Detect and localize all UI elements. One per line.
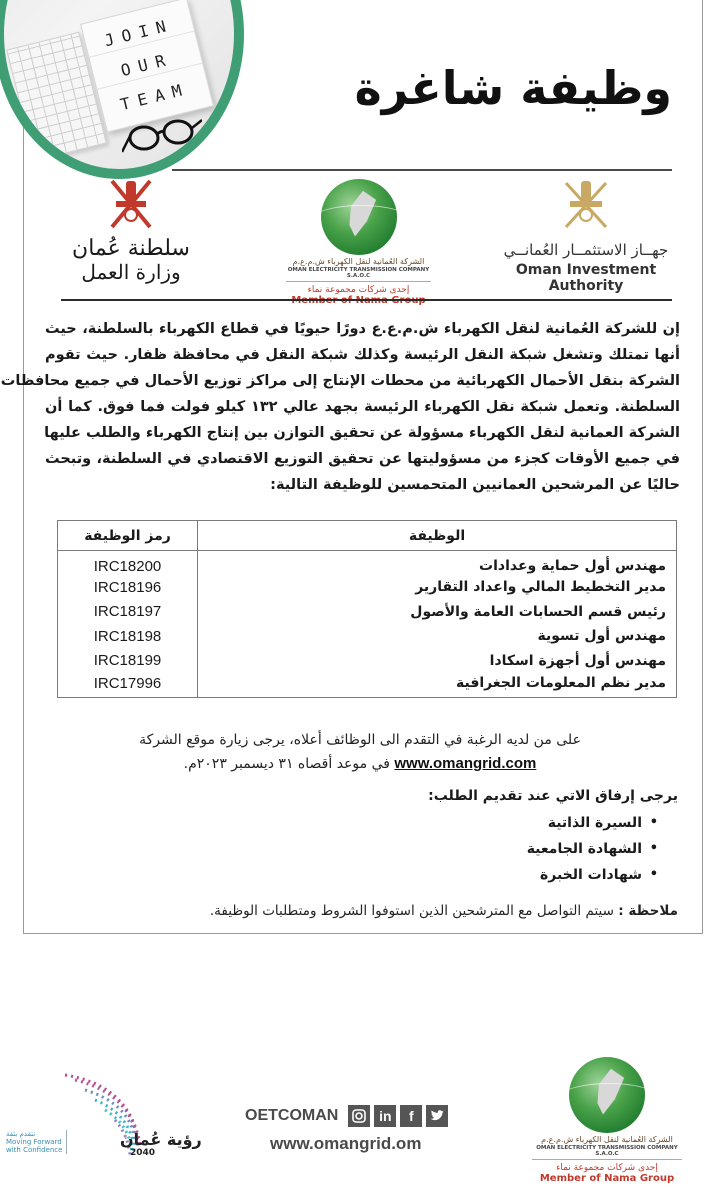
divider bbox=[61, 299, 672, 301]
nama-member-arabic: إحدى شركات مجموعة نماء bbox=[307, 285, 410, 295]
job-title: مدير نظم المعلومات الجغرافية bbox=[456, 675, 666, 691]
nama-member-english: Member of Nama Group bbox=[539, 1173, 675, 1184]
table-row bbox=[58, 624, 677, 649]
divider bbox=[172, 169, 672, 171]
join-our-team-lightbox bbox=[80, 0, 214, 133]
intro-paragraph bbox=[0, 316, 680, 498]
logos-row bbox=[61, 177, 669, 297]
job-code: IRC17996 bbox=[58, 673, 198, 698]
table-row bbox=[58, 649, 677, 674]
table-row bbox=[58, 600, 677, 625]
labor-logo-line1: سلطنة عُمان bbox=[72, 236, 190, 261]
footer-website-link[interactable]: www.omangrid.om bbox=[270, 1134, 422, 1153]
attachments-list bbox=[428, 810, 678, 888]
jobs-table bbox=[57, 520, 677, 698]
oetc-name-arabic: الشركة العُمانية لنقل الكهرباء ش.م.ع.م bbox=[541, 1135, 673, 1144]
hero-image bbox=[0, 0, 244, 179]
oman-investment-authority-logo bbox=[491, 177, 681, 294]
oetc-globe-icon bbox=[569, 1057, 645, 1133]
page-title: وظيفة شاغرة bbox=[354, 61, 672, 115]
footer-oetc-logo bbox=[512, 1055, 702, 1184]
table-row bbox=[58, 551, 677, 576]
job-code: IRC18197 bbox=[58, 600, 198, 625]
social-bar bbox=[245, 1105, 448, 1127]
job-title: رئيس قسم الحسابات العامة والأصول bbox=[410, 603, 666, 620]
vision-tagline bbox=[6, 1130, 67, 1154]
oetc-logo bbox=[266, 177, 451, 306]
ministry-of-labour-logo bbox=[71, 177, 191, 283]
oman-emblem-icon bbox=[106, 177, 156, 233]
job-title: مدير التخطيط المالي واعداد التقارير bbox=[415, 579, 666, 596]
list-item: • الشهادة الجامعية bbox=[428, 836, 658, 862]
job-title: مهندس أول تسوية bbox=[537, 628, 666, 645]
twitter-icon[interactable] bbox=[426, 1105, 448, 1127]
oman-emblem-gold-icon bbox=[558, 177, 614, 233]
header-job-code: رمز الوظيفة bbox=[58, 521, 198, 551]
linkedin-icon[interactable]: in bbox=[374, 1105, 396, 1127]
intro-line: في جميع الأوقات كجزء من مسؤوليتها عن تحقيق التوزيع الاقتصادي في السلطنة، وتبحث bbox=[45, 451, 680, 467]
apply-line1: على من لديه الرغبة في التقدم الى الوظائف أعلاه، يرجى زيارة موقع الشركة bbox=[139, 732, 581, 748]
job-code: IRC18198 bbox=[58, 624, 198, 649]
vision-year: 2040 bbox=[130, 1148, 156, 1158]
deadline-text: في موعد أقصاه ٣١ ديسمبر ٢٠٢٣م. bbox=[183, 756, 390, 772]
vision-tag-en1: Moving Forward bbox=[6, 1138, 62, 1146]
labor-logo-line2: وزارة العمل bbox=[81, 260, 181, 284]
apply-line2 bbox=[60, 752, 660, 776]
lightbox-line: OUR bbox=[92, 42, 202, 89]
table-row bbox=[58, 673, 677, 698]
job-code: IRC18200 bbox=[58, 551, 198, 576]
oia-name-english: Oman Investment Authority bbox=[515, 262, 657, 294]
note bbox=[210, 903, 678, 919]
vision-title: رؤية عُمان bbox=[120, 1130, 202, 1149]
oia-name-arabic: جهــاز الاستثمــار العُمانــي bbox=[503, 241, 669, 259]
company-website-link[interactable]: www.omangrid.com bbox=[394, 755, 537, 772]
job-title: مهندس أول حماية وعدادات bbox=[479, 558, 666, 574]
oetc-name-english: OMAN ELECTRICITY TRANSMISSION COMPANY S.A.O.C bbox=[532, 1145, 682, 1160]
oetc-name-arabic: الشركة العُمانية لنقل الكهرباء ش.م.ع.م bbox=[292, 257, 425, 266]
note-text: سيتم التواصل مع المترشحين الذين استوفوا الشروط ومتطلبات الوظيفة. bbox=[209, 903, 614, 919]
job-code: IRC18199 bbox=[58, 649, 198, 674]
oetc-name-english: OMAN ELECTRICITY TRANSMISSION COMPANY S.A.O.C bbox=[286, 267, 431, 282]
table-header-row bbox=[58, 521, 677, 551]
attachments-heading: يرجى إرفاق الاتي عند تقديم الطلب: bbox=[428, 788, 678, 804]
vision-tag-arabic: نتقدم بثقة bbox=[6, 1130, 36, 1138]
social-handle: OETCOMAN bbox=[245, 1107, 339, 1124]
instagram-icon[interactable] bbox=[348, 1105, 370, 1127]
intro-line: حاليًا عن المرشحين العمانيين المتحمسين للوظيفة التالية: bbox=[270, 477, 680, 493]
facebook-icon[interactable]: f bbox=[400, 1105, 422, 1127]
nama-member-arabic: إحدى شركات مجموعة نماء bbox=[556, 1163, 658, 1173]
note-label: ملاحظة : bbox=[618, 903, 678, 919]
intro-line: السلطنة. وتعمل شبكة نقل الكهرباء الرئيسة بجهد عالي ١٣٢ كيلو فولت فما فوق. كما أن bbox=[45, 399, 680, 415]
apply-instructions bbox=[60, 728, 660, 776]
attachments-section bbox=[428, 788, 678, 888]
intro-line: أنها تمتلك وتشغل شبكة النقل الرئيسة وكذلك شبكة النقل في محافظة ظفار. حيث تقوم bbox=[45, 347, 680, 363]
lightbox-line: TEAM bbox=[118, 78, 192, 114]
table-row bbox=[58, 575, 677, 600]
intro-line: الشركة بنقل الأحمال الكهربائية من محطات الإنتاج إلى مراكز توزيع الأحمال في جميع محافظات bbox=[0, 373, 680, 389]
intro-line: الشركة العمانية لنقل الكهرباء مسؤولة عن تحقيق التوازن بين إنتاج الكهرباء والطلب عليها bbox=[44, 425, 680, 441]
job-code: IRC18196 bbox=[58, 575, 198, 600]
intro-line: إن للشركة العُمانية لنقل الكهرباء ش.م.ع.ع دورًا حيويًا في قطاع الكهرباء بالسلطنة، حيث bbox=[45, 321, 680, 337]
header-job-title: الوظيفة bbox=[198, 521, 677, 551]
vision-tag-en2: with Confidence bbox=[6, 1146, 63, 1154]
lightbox-line: JOIN bbox=[84, 10, 194, 57]
glasses-icon bbox=[122, 114, 202, 154]
list-item: • شهادات الخبرة bbox=[428, 862, 658, 888]
list-item: • السيرة الذاتية bbox=[428, 810, 658, 836]
job-title: مهندس أول أجهزة اسكادا bbox=[489, 652, 666, 669]
oetc-globe-icon bbox=[321, 179, 397, 255]
